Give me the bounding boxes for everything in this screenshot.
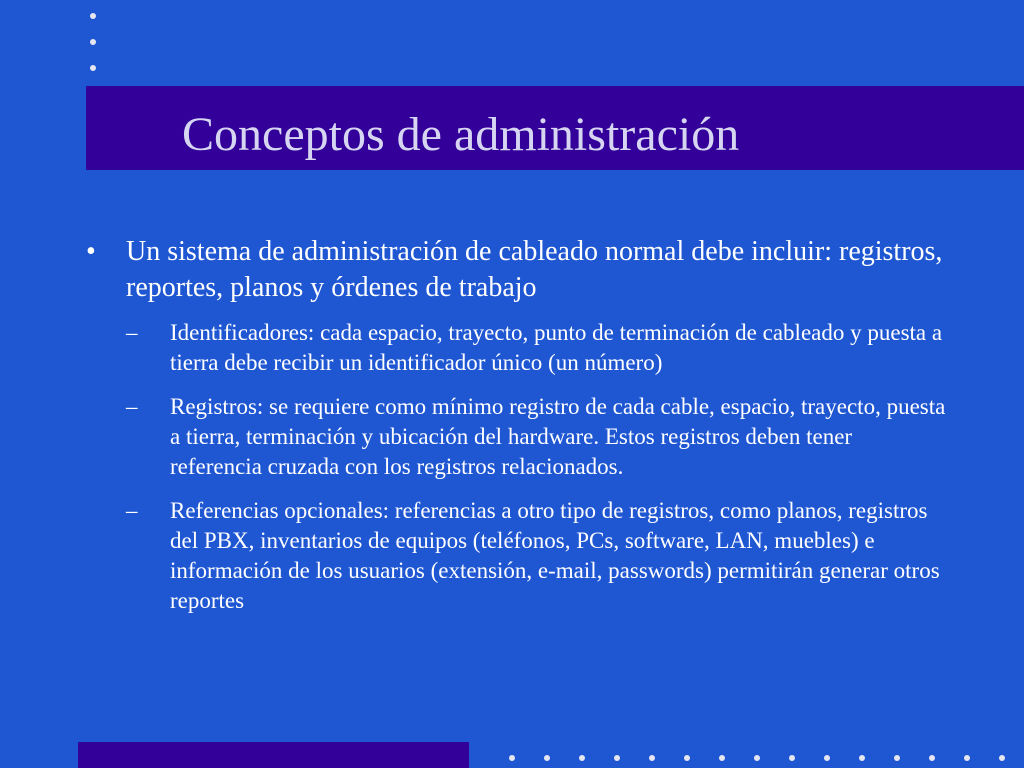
decorative-dot <box>509 755 515 761</box>
main-bullet-text: Un sistema de administración de cableado normal debe incluir: registros, reportes, planos y órdenes de trabajo <box>126 236 943 303</box>
decorative-dot <box>90 39 96 45</box>
decorative-dot <box>579 755 585 761</box>
dash-icon: – <box>126 498 138 523</box>
decorative-dot <box>90 65 96 71</box>
bullet-icon: • <box>86 236 96 267</box>
sub-bullet-item <box>126 392 946 482</box>
decorative-dot <box>999 755 1005 761</box>
slide-content <box>86 234 946 630</box>
dash-icon: – <box>126 320 138 345</box>
decorative-dot <box>544 755 550 761</box>
sub-bullet-text: Identificadores: cada espacio, trayecto, punto de terminación de cableado y puesta a tierra debe recibir un identificador único (un número) <box>170 320 943 375</box>
decorative-dot <box>789 755 795 761</box>
decorative-dot <box>964 755 970 761</box>
decorative-dot <box>824 755 830 761</box>
decorative-dot <box>859 755 865 761</box>
decorative-dot <box>929 755 935 761</box>
sub-bullet-list <box>86 318 946 616</box>
decorative-dot <box>754 755 760 761</box>
decorative-dot <box>719 755 725 761</box>
slide-title: Conceptos de administración <box>182 108 740 161</box>
decorative-dot <box>894 755 900 761</box>
main-bullet-item <box>86 234 946 306</box>
sub-bullet-item <box>126 318 946 378</box>
decorative-dot <box>649 755 655 761</box>
dash-icon: – <box>126 394 138 419</box>
sub-bullet-text: Referencias opcionales: referencias a otro tipo de registros, como planos, registros del PBX, inventarios de equipos (teléfonos, PCs, software, LAN, muebles) e información de los usuarios (extensión, e-mail, passwords) permitirán generar otros reportes <box>170 498 940 613</box>
decorative-dot <box>614 755 620 761</box>
decorative-dot <box>90 13 96 19</box>
sub-bullet-text: Registros: se requiere como mínimo registro de cada cable, espacio, trayecto, puesta a tierra, terminación y ubicación del hardware. Estos registros deben tener referencia cruzada con los registros relacionados. <box>170 394 946 479</box>
decorative-dot <box>684 755 690 761</box>
footer-band <box>78 742 469 768</box>
sub-bullet-item <box>126 496 946 616</box>
